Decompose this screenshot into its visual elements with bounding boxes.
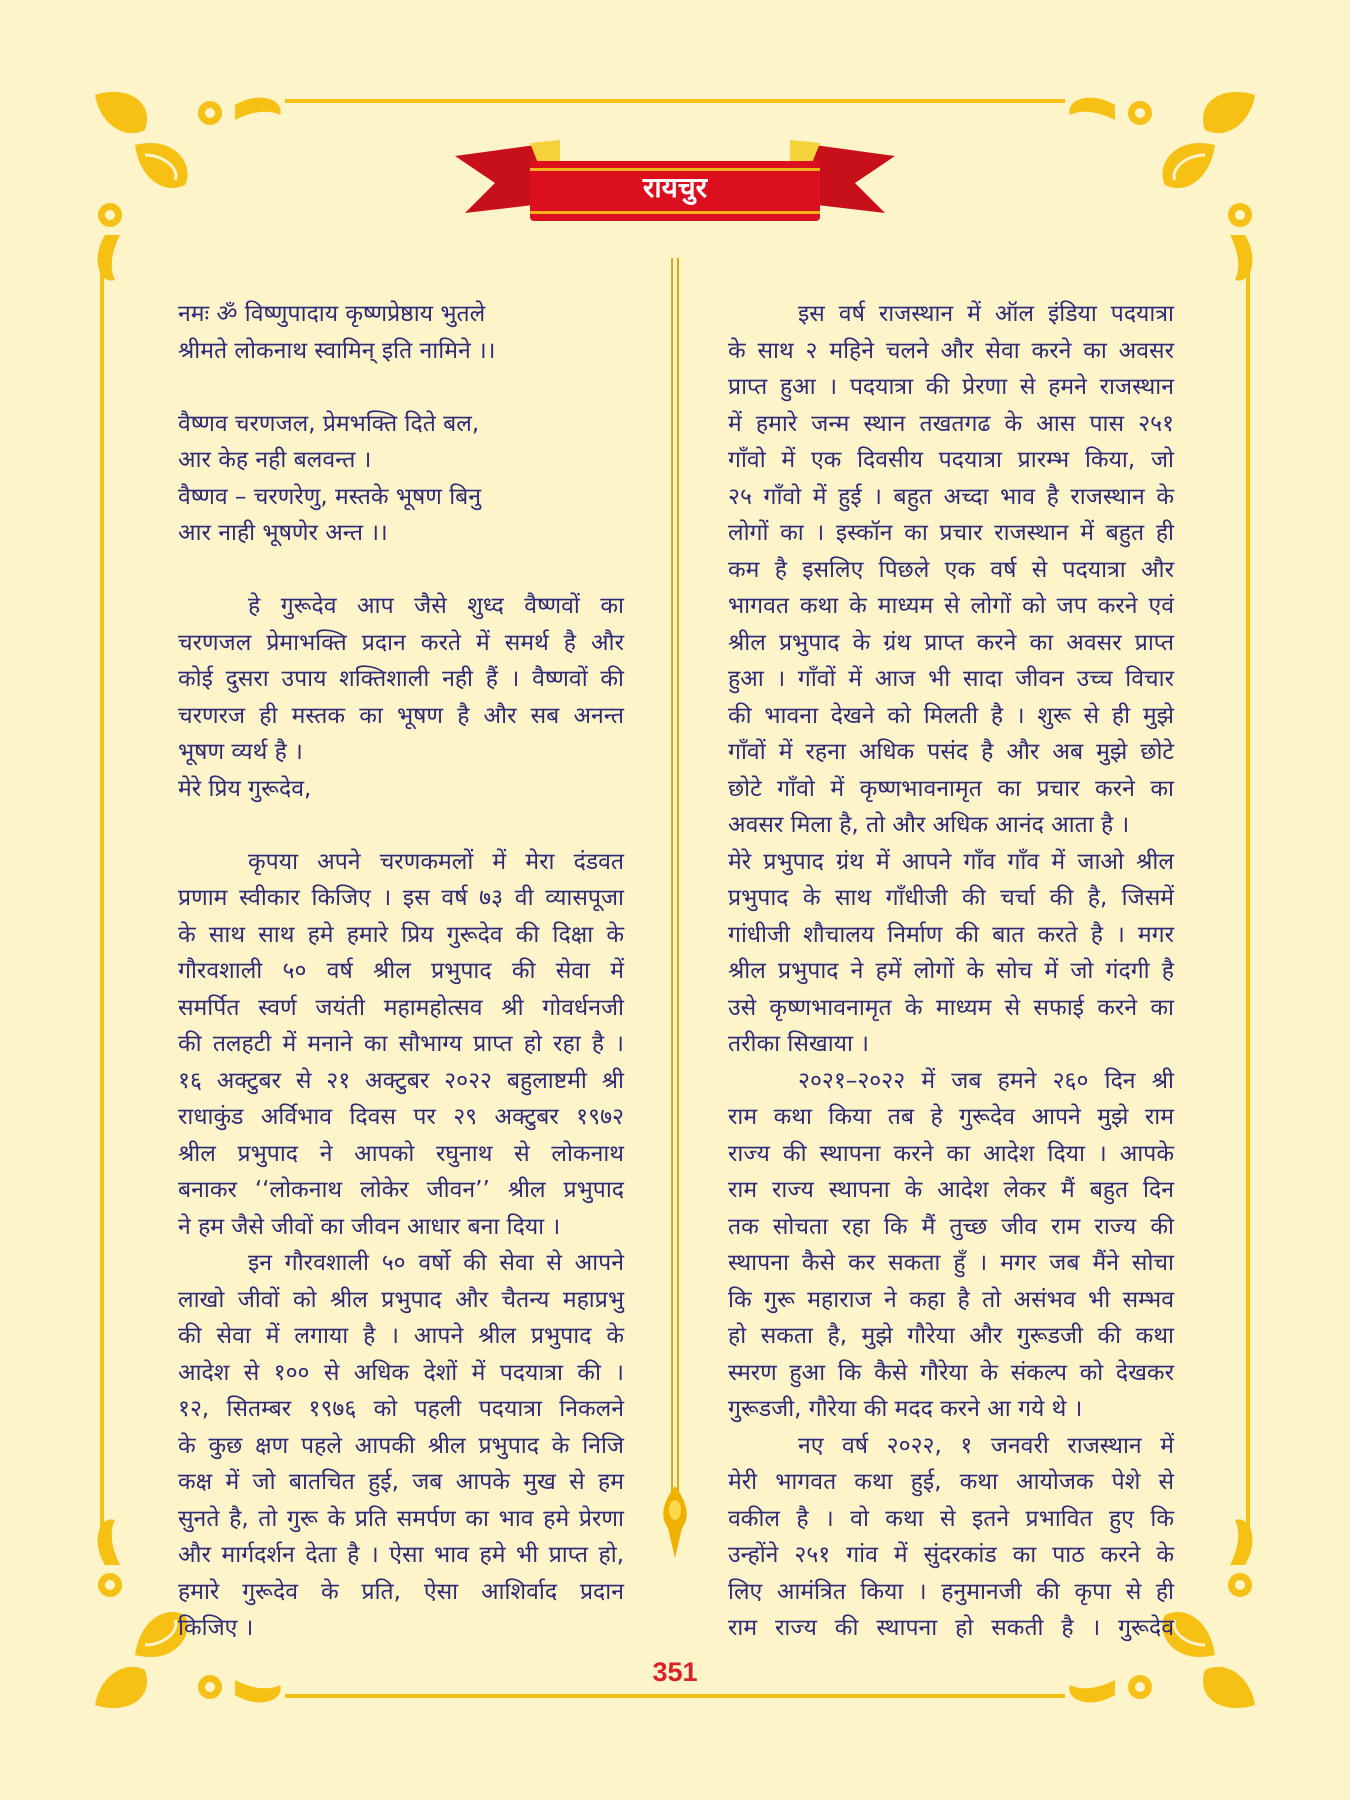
- text-line: आदेश से १०० से अधिक देशों में पदयात्रा की ।: [178, 1359, 624, 1386]
- page-number: 351: [652, 1657, 698, 1687]
- text-line: मेरे प्रिय गुरूदेव,: [178, 775, 312, 802]
- text-line: कम है इसलिए पिछले एक वर्ष से पदयात्रा और: [728, 556, 1174, 583]
- text-line: आर नाही भूषणेर अन्त ।।: [178, 520, 388, 546]
- text-line: श्रीमते लोकनाथ स्वामिन् इति नामिने ।।: [178, 337, 496, 364]
- right-column: [728, 296, 1174, 1647]
- text-line: ने हम जैसे जीवों का जीवन आधार बना दिया ।: [178, 1213, 561, 1240]
- text-line: प्रणाम स्वीकार किजिए । इस वर्ष ७३ वी व्यासपूजा: [178, 885, 624, 911]
- border-right: [1246, 272, 1250, 1527]
- text-line: के साथ साथ हमे हमारे प्रिय गुरूदेव की दिक्षा के: [178, 921, 624, 948]
- text-line: वैष्णव चरणजल, प्रेमभक्ति दिते बल,: [178, 410, 480, 437]
- text-line: के कुछ क्षण पहले आपकी श्रील प्रभुपाद के निजि: [178, 1432, 624, 1459]
- text-line: गुरूडजी, गौरेया की मदद करने आ गये थे ।: [728, 1396, 1083, 1422]
- text-line: राम कथा किया तब हे गुरूदेव आपने मुझे राम: [728, 1104, 1174, 1130]
- text-line: १६ अक्टुबर से २१ अक्टुबर २०२२ बहुलाष्टमी श्री: [178, 1067, 624, 1094]
- text-line: लाखो जीवों को श्रील प्रभुपाद और चैतन्य महाप्रभु: [178, 1286, 624, 1313]
- text-line: की भावना देखने को मिलती है । शुरू से ही मुझे: [728, 702, 1174, 729]
- text-line: स्थापना कैसे कर सकता हुँ । मगर जब मैंने सोचा: [728, 1250, 1174, 1276]
- text-line: १२, सितम्बर १९७६ को पहली पदयात्रा निकलने: [178, 1396, 624, 1422]
- text-line: हे गुरूदेव आप जैसे शुध्द वैष्णवों का: [248, 593, 624, 619]
- blank-line: [178, 807, 624, 844]
- text-line: राज्य की स्थापना करने का आदेश दिया । आपके: [728, 1140, 1174, 1167]
- text-line: २०२१–२०२२ में जब हमने २६० दिन श्री: [798, 1067, 1174, 1094]
- corner-ornament-icon: [85, 85, 285, 285]
- text-line: लिए आमंत्रित किया । हनुमानजी की कृपा से ही: [728, 1578, 1174, 1605]
- text-line: उसे कृष्णभावनामृत के माध्यम से सफाई करने का: [728, 994, 1174, 1021]
- text-line: इस वर्ष राजस्थान में ऑल इंडिया पदयात्रा: [798, 301, 1174, 327]
- text-line: छोटे गाँवो में कृष्णभावनामृत का प्रचार करने का: [728, 775, 1174, 802]
- border-left: [100, 272, 104, 1527]
- text-line: उन्होंने २५१ गांव में सुंदरकांड का पाठ करने के: [728, 1542, 1174, 1568]
- blank-line: [178, 552, 624, 589]
- text-line: मेरे प्रभुपाद ग्रंथ में आपने गाँव गाँव में जाओ श्रील: [728, 848, 1174, 875]
- column-divider: [660, 258, 690, 1568]
- text-line: वकील है । वो कथा से इतने प्रभावित हुए कि: [728, 1505, 1174, 1532]
- text-line: हो सकता है, मुझे गौरेया और गुरूडजी की कथा: [728, 1323, 1174, 1349]
- text-line: मेरी भागवत कथा हुई, कथा आयोजक पेशे से: [728, 1469, 1174, 1495]
- text-line: श्रील प्रभुपाद के ग्रंथ प्राप्त करने का अवसर प्राप्त: [728, 629, 1174, 656]
- text-line: में हमारे जन्म स्थान तखतगढ के आस पास २५१: [728, 410, 1174, 437]
- text-line: भागवत कथा के माध्यम से लोगों को जप करने एवं: [728, 593, 1174, 619]
- text-line: प्राप्त हुआ । पदयात्रा की प्रेरणा से हमने राजस्थान: [728, 374, 1174, 400]
- text-line: गाँवो में एक दिवसीय पदयात्रा प्रारम्भ किया, जो: [728, 447, 1174, 473]
- banner-title: रायचुर: [642, 171, 708, 204]
- border-bottom: [285, 1694, 1065, 1698]
- text-line: के साथ २ महिने चलने और सेवा करने का अवसर: [728, 337, 1174, 364]
- text-line: राम राज्य की स्थापना हो सकती है । गुरूदेव: [728, 1615, 1174, 1641]
- text-line: तक सोचता रहा कि मैं तुच्छ जीव राम राज्य की: [728, 1213, 1174, 1240]
- blank-line: [178, 369, 624, 406]
- text-line: गांधीजी शौचालय निर्माण की बात करते है । मगर: [728, 921, 1174, 948]
- text-line: की सेवा में लगाया है । आपने श्रील प्रभुपाद के: [178, 1323, 624, 1349]
- text-line: कोई दुसरा उपाय शक्तिशाली नही हैं । वैष्णवों की: [178, 666, 624, 692]
- text-line: नए वर्ष २०२२, १ जनवरी राजस्थान में: [798, 1432, 1174, 1459]
- text-line: गाँवों में रहना अधिक पसंद है और अब मुझे छोटे: [728, 739, 1174, 765]
- text-line: की तलहटी में मनाने का सौभाग्य प्राप्त हो रहा है ।: [178, 1031, 624, 1057]
- text-line: राम राज्य स्थापना के आदेश लेकर मैं बहुत दिन: [728, 1177, 1174, 1203]
- text-line: कृपया अपने चरणकमलों में मेरा दंडवत: [248, 848, 624, 875]
- text-line: प्रभुपाद के साथ गाँधीजी की चर्चा की है, जिसमें: [728, 885, 1174, 911]
- text-line: किजिए ।: [178, 1615, 254, 1641]
- text-line: और मार्गदर्शन देता है । ऐसा भाव हमे भी प्राप्त हो,: [178, 1542, 625, 1568]
- text-line: चरणरज ही मस्तक का भूषण है और सब अनन्त: [178, 702, 624, 729]
- text-line: कक्ष में जो बातचित हुई, जब आपके मुख से हम: [178, 1469, 624, 1495]
- text-line: वैष्णव – चरणरेणु, मस्तके भूषण बिनु: [178, 483, 482, 510]
- corner-ornament-icon: [1065, 85, 1265, 285]
- text-line: सुनते है, तो गुरू के प्रति समर्पण का भाव हमे प्रेरणा: [178, 1505, 624, 1532]
- text-line: २५ गाँवो में हुई । बहुत अच्दा भाव है राजस्थान के: [728, 483, 1174, 510]
- text-line: नमः ॐ विष्णुपादाय कृष्णप्रेष्ठाय भुतले: [178, 301, 486, 327]
- text-line: हमारे गुरूदेव के प्रति, ऐसा आशिर्वाद प्रदान: [178, 1578, 624, 1605]
- text-line: श्रील प्रभुपाद ने आपको रघुनाथ से लोकनाथ: [178, 1140, 624, 1167]
- text-line: कि गुरू महाराज ने कहा है तो असंभव भी सम्भव: [728, 1286, 1174, 1313]
- text-line: भूषण व्यर्थ है ।: [178, 739, 303, 765]
- text-line: राधाकुंड अर्विभाव दिवस पर २९ अक्टुबर १९७२: [178, 1104, 624, 1130]
- text-line: लोगों का । इस्कॉन का प्रचार राजस्थान में बहुत ही: [728, 520, 1174, 546]
- title-ribbon-banner: [455, 128, 895, 228]
- text-line: समर्पित स्वर्ण जयंती महामहोत्सव श्री गोवर्धनजी: [178, 994, 624, 1021]
- left-column: [178, 296, 624, 1647]
- text-line: स्मरण हुआ कि कैसे गौरेया के संकल्प को देखकर: [728, 1359, 1174, 1386]
- text-line: अवसर मिला है, तो और अधिक आनंद आता है ।: [728, 812, 1130, 838]
- text-line: आर केह नही बलवन्त ।: [178, 447, 372, 473]
- text-line: इन गौरवशाली ५० वर्षो की सेवा से आपने: [248, 1250, 624, 1276]
- text-line: श्रील प्रभुपाद ने हमें लोगों के सोच में जो गंदगी है: [728, 958, 1174, 984]
- text-line: तरीका सिखाया ।: [728, 1031, 870, 1057]
- text-line: चरणजल प्रेमाभक्ति प्रदान करते में समर्थ है और: [178, 629, 624, 656]
- border-top: [285, 99, 1065, 103]
- text-line: हुआ । गाँवों में आज भी सादा जीवन उच्च विचार: [728, 666, 1174, 692]
- text-line: गौरवशाली ५० वर्ष श्रील प्रभुपाद की सेवा में: [178, 958, 624, 984]
- text-line: बनाकर ‘‘लोकनाथ लोकेर जीवन’’ श्रील प्रभुपाद: [178, 1177, 624, 1203]
